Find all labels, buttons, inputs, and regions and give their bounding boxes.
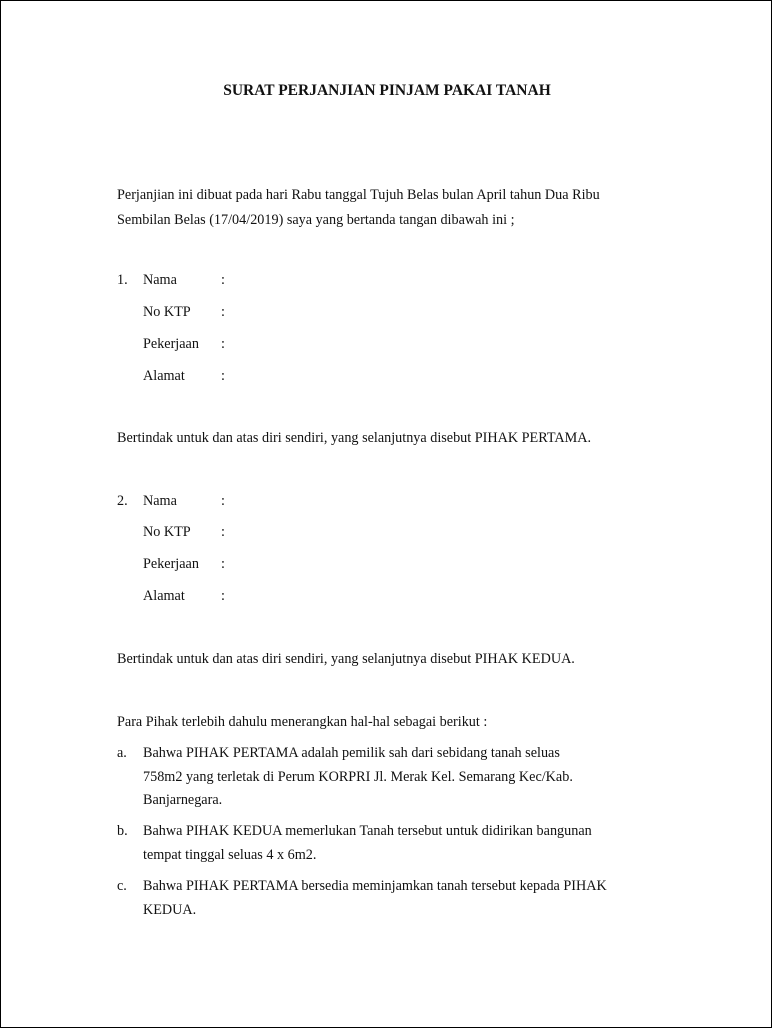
party2-field-pekerjaan-colon: : (221, 556, 225, 572)
party2-statement: Bertindak untuk dan atas diri sendiri, yang selanjutnya disebut PIHAK KEDUA. (117, 651, 575, 667)
party1-field-nama-colon: : (221, 272, 225, 288)
party1-field-ktp-label: No KTP (143, 304, 191, 320)
intro-line-2: Sembilan Belas (17/04/2019) saya yang bertanda tangan dibawah ini ; (117, 212, 515, 228)
party2-field-nama-label: Nama (143, 493, 177, 509)
party2-number: 2. (117, 493, 128, 509)
clause-b-marker: b. (117, 823, 128, 839)
party1-field-pekerjaan-label: Pekerjaan (143, 336, 199, 352)
party2-field-alamat-label: Alamat (143, 588, 185, 604)
clause-c-marker: c. (117, 878, 127, 894)
clause-a-line-3: Banjarnegara. (143, 792, 223, 808)
party1-statement: Bertindak untuk dan atas diri sendiri, yang selanjutnya disebut PIHAK PERTAMA. (117, 430, 592, 446)
party1-field-pekerjaan-colon: : (221, 336, 225, 352)
party1-field-nama-label: Nama (143, 272, 177, 288)
clause-a-marker: a. (117, 745, 127, 761)
party1-field-ktp-colon: : (221, 304, 225, 320)
clause-b-line-1: Bahwa PIHAK KEDUA memerlukan Tanah tersebut untuk didirikan bangunan (143, 823, 592, 839)
clause-b-line-2: tempat tinggal seluas 4 x 6m2. (143, 847, 317, 863)
party2-field-alamat-colon: : (221, 588, 225, 604)
clause-a-line-1: Bahwa PIHAK PERTAMA adalah pemilik sah dari sebidang tanah seluas (143, 745, 560, 761)
party2-field-ktp-colon: : (221, 524, 225, 540)
party2-field-nama-colon: : (221, 493, 225, 509)
clause-c-line-1: Bahwa PIHAK PERTAMA bersedia meminjamkan tanah tersebut kepada PIHAK (143, 878, 607, 894)
clause-c-line-2: KEDUA. (143, 902, 197, 918)
intro-line-1: Perjanjian ini dibuat pada hari Rabu tanggal Tujuh Belas bulan April tahun Dua Ribu (117, 187, 600, 203)
party1-field-alamat-colon: : (221, 368, 225, 384)
preamble: Para Pihak terlebih dahulu menerangkan hal-hal sebagai berikut : (117, 714, 488, 730)
party1-field-alamat-label: Alamat (143, 368, 185, 384)
party2-field-pekerjaan-label: Pekerjaan (143, 556, 199, 572)
document-title: SURAT PERJANJIAN PINJAM PAKAI TANAH (223, 82, 551, 99)
party1-number: 1. (117, 272, 128, 288)
clause-a-line-2: 758m2 yang terletak di Perum KORPRI Jl. Merak Kel. Semarang Kec/Kab. (143, 769, 573, 785)
party2-field-ktp-label: No KTP (143, 524, 191, 540)
